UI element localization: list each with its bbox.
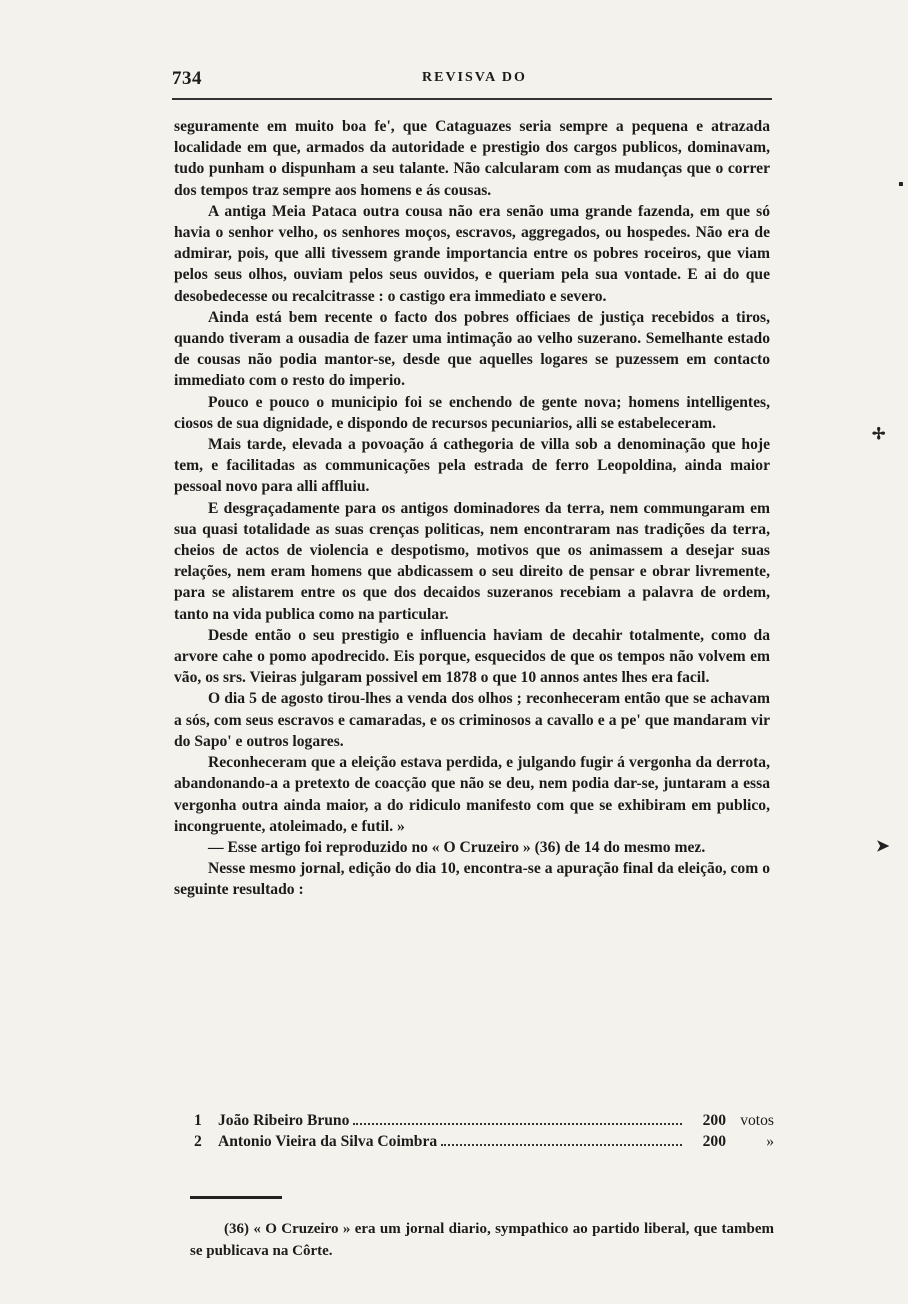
body-text <box>174 116 770 901</box>
vote-count: 200 <box>702 1112 726 1129</box>
vote-unit: votos <box>740 1112 774 1129</box>
scan-mark-arrow: ➤ <box>876 838 890 855</box>
result-row <box>194 1133 774 1154</box>
paragraph: E desgraçadamente para os antigos dominadores da terra, nem commungaram em sua quasi totalidade as suas crenças politicas, nem encontraram nas tradições da terra, cheios de actos de violencia e despotismo, motivos que os animassem a desejar suas relações, nem eram homens que abdicassem o seu direito de pensar e obrar livremente, para se alistarem entre os que dos decaidos suzeranos recebiam a palavra de ordem, tanto na vida publica como na particular. <box>174 499 770 623</box>
election-results <box>194 1112 774 1154</box>
dot-leader <box>353 1123 682 1125</box>
scan-mark-dot: ▪ <box>898 176 904 193</box>
result-rank: 2 <box>194 1133 202 1150</box>
paragraph: Reconheceram que a eleição estava perdida, e julgando fugir á vergonha da derrota, abandonando-a a pretexto de coacção que não se deu, nem podia dar-se, juntaram a essa vergonha outra ainda maior, a do ridiculo manifesto com que se exhibiram em publico, incongruente, atoleimado, e futil. » <box>174 754 770 835</box>
vote-unit: » <box>766 1133 774 1150</box>
scan-mark-arrow: ✢ <box>872 426 886 443</box>
header-rule <box>172 98 772 100</box>
result-rank: 1 <box>194 1112 202 1129</box>
paragraph: Mais tarde, elevada a povoação á cathegoria de villa sob a denominação que hoje tem, e facilitadas as communicações pela estrada de ferro Leopoldina, ainda maior pessoal novo para alli affluiu. <box>174 436 770 496</box>
paragraph: — Esse artigo foi reproduzido no « O Cruzeiro » (36) de 14 do mesmo mez. <box>208 838 706 856</box>
footnote-rule <box>190 1196 282 1199</box>
page-header <box>170 64 770 92</box>
running-head: REVISVA DO <box>422 70 527 85</box>
paragraph: O dia 5 de agosto tirou-lhes a venda dos olhos ; reconheceram então que se achavam a sós, com seus escravos e camaradas, e os criminosos a cavallo e a pe' que mandaram vir do Sapo' e outros logares. <box>174 690 770 750</box>
paragraph: Pouco e pouco o municipio foi se enchendo de gente nova; homens intelligentes, ciosos de sua dignidade, e dispondo de recursos pecuniarios, alli se estabeleceram. <box>174 393 770 432</box>
paragraph: Desde então o seu prestigio e influencia haviam de decahir totalmente, como da arvore cahe o pomo apodrecido. Eis porque, esquecidos de que os tempos não volvem em vão, os srs. Vieiras julgaram possivel em 1878 o que 10 annos antes lhes era facil. <box>174 626 770 687</box>
result-row <box>194 1112 774 1133</box>
page-number: 734 <box>172 68 202 89</box>
dot-leader <box>441 1144 682 1146</box>
paragraph: Nesse mesmo jornal, edição do dia 10, encontra-se a apuração final da eleição, com o seguinte resultado : <box>174 860 770 899</box>
footnote-text: (36) « O Cruzeiro » era um jornal diario, sympathico ao partido liberal, que tambem se publicava na Côrte. <box>190 1221 774 1259</box>
paragraph: A antiga Meia Pataca outra cousa não era senão uma grande fazenda, em que só havia o senhor velho, os senhores moços, escravos, aggregados, ou hospedes. Não era de admirar, pois, que alli tivessem grande importancia entre os pobres roceiros, que viam pelos seus olhos, ouviam pelos seus ouvidos, e queriam pela sua vontade. E ai do que desobedecesse ou recalcitrasse : o castigo era immediato e severo. <box>174 202 770 305</box>
candidate-name: Antonio Vieira da Silva Coimbra <box>218 1133 438 1150</box>
footnote <box>190 1218 774 1262</box>
candidate-name: João Ribeiro Bruno <box>218 1112 350 1129</box>
paragraph: seguramente em muito boa fe', que Cataguazes seria sempre a pequena e atrazada localidade em que, armados da autoridade e prestigio dos cargos publicos, dominavam, tudo punham o dispunham a seu talante. Não calcularam com as mudanças que o correr dos tempos traz sempre aos homens e ás cousas. <box>174 118 770 199</box>
paragraph: Ainda está bem recente o facto dos pobres officiaes de justiça recebidos a tiros, quando tiveram a ousadia de fazer uma intimação ao velho suzerano. Semelhante estado de cousas não podia mantor-se, desde que aquelles logares se puzessem em contacto immediato com o resto do imperio. <box>174 308 770 390</box>
vote-count: 200 <box>702 1133 726 1150</box>
